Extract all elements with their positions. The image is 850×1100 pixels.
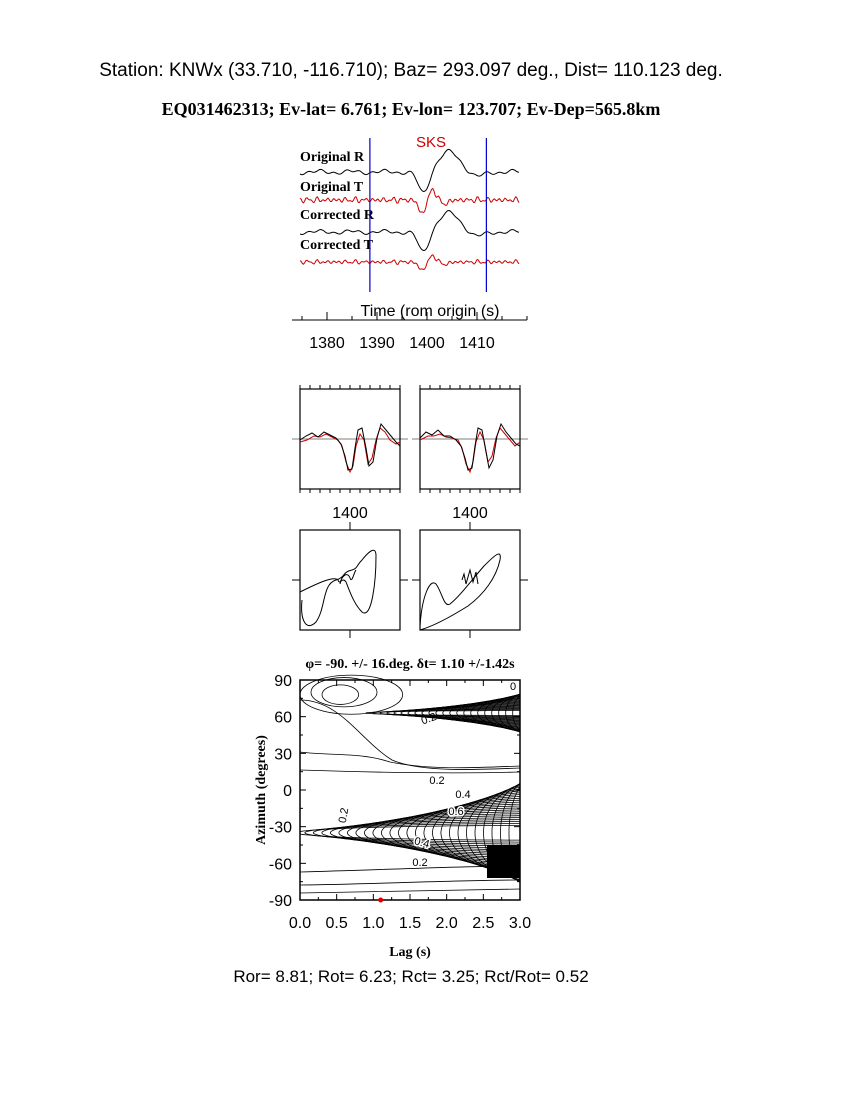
contour-boundary [300,889,520,893]
contour-lobe [322,685,359,705]
grid-ylabel: Azimuth (degrees) [254,735,269,845]
grid-contour-label-6: 0.4 [412,835,431,851]
contour-lobe [311,678,377,707]
trace-label-original-r: Original R [300,150,365,165]
particle-box-left [300,530,400,630]
contour-boundary [300,770,520,773]
grid-xtick-label-6: 3.0 [508,915,532,932]
particle-motion-original [300,550,376,625]
contour-lower [300,825,520,840]
grid-ytick-label-2: 30 [274,746,292,764]
particle-motion-panels [292,522,528,638]
grid-xtick-label-2: 1.0 [362,915,385,932]
grid-contour-label-2: 0.2 [429,775,445,787]
particle-motion-loop [340,570,356,584]
overlay-right-black [420,424,520,470]
grid-xtick-label-1: 0.5 [325,915,348,932]
particle-box-right [420,530,520,630]
trace-label-original-t: Original T [300,180,364,195]
grid-xlabel: Lag (s) [389,945,431,960]
grid-ytick-label-4: -30 [268,819,292,837]
grid-contour-label-0: 0 [509,681,517,693]
best-fit-marker [378,898,383,903]
phase-label: SKS [415,134,447,151]
time-axis-label: Time (rom origin (s) [360,303,500,320]
trace-label-corrected-t: Corrected T [300,238,373,253]
particle-motion-corrected [420,554,500,630]
waveform-overlay-panels [292,385,528,522]
time-tick-label-2: 1400 [409,335,445,352]
contour-boundary [300,752,520,768]
grid-ytick-label-3: 0 [283,783,292,800]
grid-xtick-label-0: 0.0 [288,915,312,932]
grid-ytick-label-0: 90 [274,673,292,690]
overlay-tick-label-right: 1400 [452,505,488,522]
time-tick-label-1: 1390 [359,335,395,352]
grid-xtick-label-4: 2.0 [435,915,458,932]
contour-lobe [300,675,403,714]
grid-contour-label-7: 0.2 [412,857,428,869]
energy-grid-panel [254,657,531,960]
trace-label-corrected-r: Corrected R [300,208,374,223]
overlay-tick-label-left: 1400 [332,505,368,522]
time-tick-label-0: 1380 [309,335,345,352]
grid-contour-label-1: 0.2 [419,710,439,728]
station-line: Station: KNWx (33.710, -116.710); Baz= 293.097 deg., Dist= 110.123 deg. [99,60,723,81]
grid-ytick-label-6: -90 [268,893,292,910]
event-line: EQ031462313; Ev-lat= 6.761; Ev-lon= 123.707; Ev-Dep=565.8km [161,99,661,119]
contour-boundary [300,880,520,885]
grid-xtick-label-3: 1.5 [398,915,422,932]
overlay-right-red [420,428,520,472]
grid-ytick-label-1: 60 [274,709,292,727]
grid-contour-label-4: 0.6 [448,806,464,818]
seismogram-panel [292,134,527,352]
grid-contour-label-5: 0.2 [336,806,352,825]
grid-title: φ= -90. +/- 16.deg. δt= 1.10 +/-1.42s [305,657,515,672]
time-tick-label-3: 1410 [459,335,495,352]
ratios-line: Ror= 8.81; Rot= 6.23; Rct= 3.25; Rct/Rot= 0.52 [233,967,589,986]
overlay-left-black [300,424,400,470]
grid-contour-label-3: 0.4 [455,789,471,801]
grid-xtick-label-5: 2.5 [472,915,495,932]
grid-ytick-label-5: -60 [268,856,292,874]
